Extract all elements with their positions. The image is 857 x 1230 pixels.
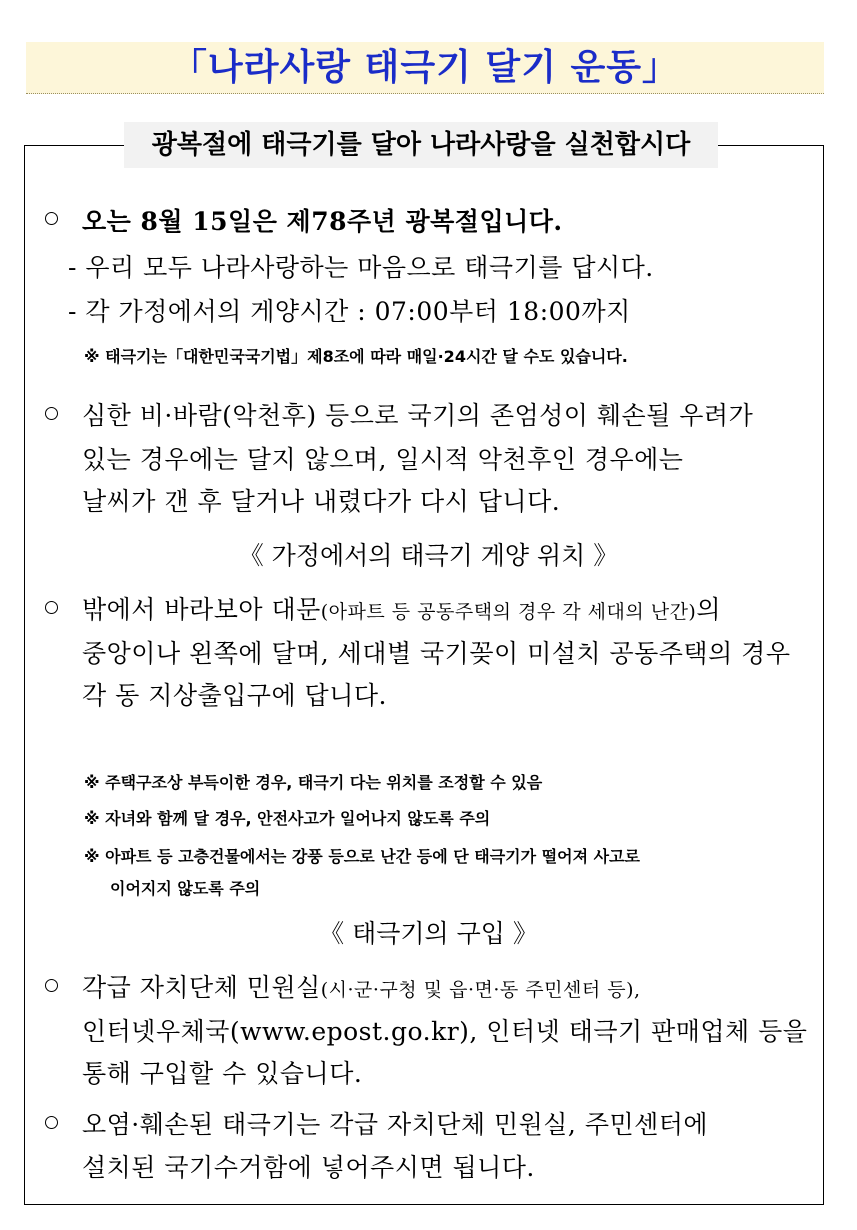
section3-line-3: 각 동 지상출입구에 답니다. [82,681,387,710]
section3-line-2: 중앙이나 왼쪽에 달며, 세대별 국기꽂이 미설치 공동주택의 경우 [82,639,791,668]
section4-line-1-a: 각급 자치단체 민원실 [82,973,321,1002]
circle-bullet-icon [45,601,58,614]
section3-line-1-a: 밖에서 바라보아 대문 [82,595,321,624]
heading-location: 《 가정에서의 태극기 게양 위치 》 [238,541,619,570]
section5-line-2: 설치된 국기수거함에 넣어주시면 됩니다. [82,1153,535,1182]
section3-line-1-c: 의 [696,595,721,624]
section3-note-2: ※ 자녀와 함께 달 경우, 안전사고가 일어나지 않도록 주의 [84,809,491,828]
section1-point: 오는 8월 15일은 제78주년 광복절입니다. [82,207,563,236]
section3-note-1: ※ 주택구조상 부득이한 경우, 태극기 다는 위치를 조정할 수 있음 [84,773,543,792]
circle-bullet-icon [45,407,58,420]
section3-line-1-b: (아파트 등 공동주택의 경우 각 세대의 난간) [320,601,697,623]
section1-dash-2: - 각 가정에서의 게양시간 : 07:00부터 18:00까지 [68,297,631,326]
section3-line-1 [82,590,721,626]
section2-line-2: 있는 경우에는 달지 않으며, 일시적 악천후인 경우에는 [82,445,684,474]
section4-line-1 [82,968,641,1004]
circle-bullet-icon [45,979,58,992]
section3-note-4: 이어지지 않도록 주의 [110,879,261,898]
section4-line-3: 통해 구입할 수 있습니다. [82,1059,363,1088]
circle-bullet-icon [45,212,58,225]
circle-bullet-icon [45,1116,58,1129]
heading-purchase: 《 태극기의 구입 》 [319,919,538,948]
section1-note: ※ 태극기는「대한민국국기법」제8조에 따라 매일·24시간 달 수도 있습니다. [84,347,628,366]
section5-line-1: 오염·훼손된 태극기는 각급 자치단체 민원실, 주민센터에 [82,1110,709,1139]
section1-dash-1: - 우리 모두 나라사랑하는 마음으로 태극기를 답시다. [68,253,654,282]
section4-line-2: 인터넷우체국(www.epost.go.kr), 인터넷 태극기 판매업체 등을 [82,1017,808,1046]
section3-note-3: ※ 아파트 등 고층건물에서는 강풍 등으로 난간 등에 단 태극기가 떨어져 사고로 [84,847,640,866]
subtitle: 광복절에 태극기를 달아 나라사랑을 실천합시다 [124,122,718,168]
section2-line-1: 심한 비·바람(악천후) 등으로 국기의 존엄성이 훼손될 우려가 [82,401,754,430]
section4-line-1-b: (시·군·구청 및 읍·면·동 주민센터 등), [320,979,641,1001]
section2-line-3: 날씨가 갠 후 달거나 내렸다가 다시 답니다. [82,487,561,516]
page-title: 「나라사랑 태극기 달기 운동」 [26,42,824,94]
